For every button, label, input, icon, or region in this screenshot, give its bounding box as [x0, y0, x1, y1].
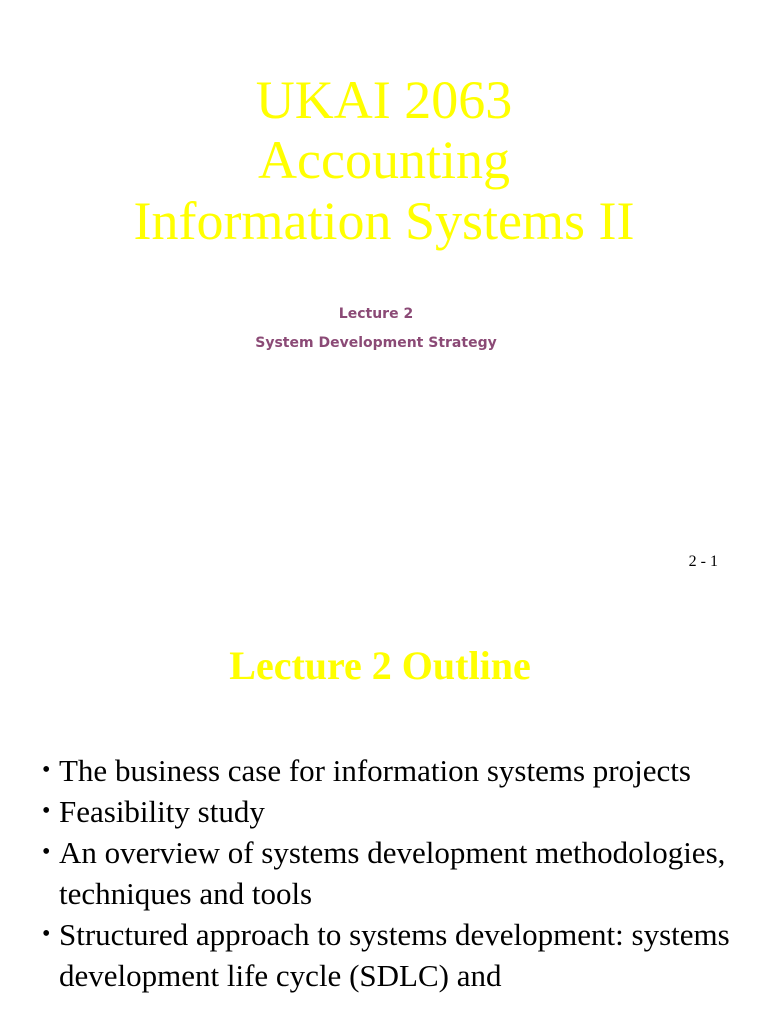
- slide-page-number: 2 - 1: [688, 553, 718, 570]
- outline-bullet-text: Feasibility study: [59, 794, 265, 829]
- course-code: UKAI 2063: [255, 70, 513, 130]
- bullet-icon: •: [42, 839, 51, 865]
- bullet-icon: •: [42, 757, 51, 783]
- course-title-line-2: Information Systems II: [133, 191, 635, 251]
- outline-bullet-text: Structured approach to systems development: systems development life cycle (SDLC) and: [59, 917, 730, 993]
- lecture-number: Lecture 2: [338, 306, 414, 322]
- outline-bullet-list: [40, 750, 740, 996]
- slide-2: [0, 590, 768, 1024]
- outline-bullet-item: [40, 832, 740, 914]
- outline-bullet-text: An overview of systems development methodologies, techniques and tools: [59, 835, 726, 911]
- outline-bullet-item: [40, 791, 740, 832]
- outline-bullet-text: The business case for information systems projects: [59, 753, 691, 788]
- course-title-line-1: Accounting: [258, 130, 510, 190]
- lecture-topic: System Development Strategy: [255, 335, 497, 351]
- outline-title: Lecture 2 Outline: [229, 643, 531, 688]
- outline-bullet-item: [40, 914, 740, 996]
- outline-bullet-item: [40, 750, 740, 791]
- bullet-icon: •: [42, 921, 51, 947]
- bullet-icon: •: [42, 798, 51, 824]
